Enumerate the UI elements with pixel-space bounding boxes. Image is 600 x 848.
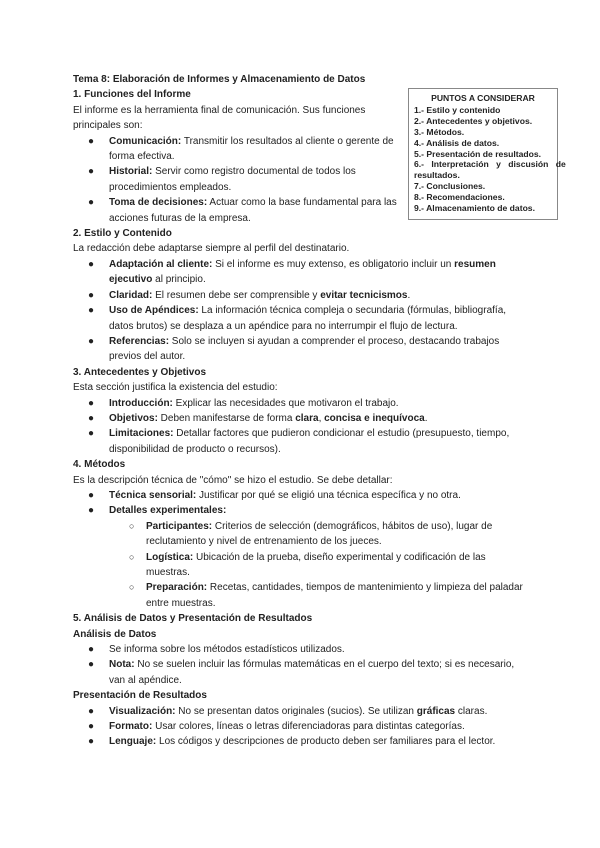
list-item: ● Toma de decisiones: Actuar como la base fundamental para las [73,195,533,210]
list-item: ● Adaptación al cliente: Si el informe es muy extenso, es obligatorio incluir un resumen [73,257,533,272]
bullet-icon: ● [88,412,95,424]
bullet-icon: ● [88,197,95,209]
section-heading: 1. Funciones del Informe [73,89,191,101]
list-item: ● Nota: No se suelen incluir las fórmulas matemáticas en el cuerpo del texto; si es necesario, [73,657,533,672]
paragraph: El informe es la herramienta final de comunicación. Sus funciones [73,104,366,116]
section-heading: 2. Estilo y Contenido [73,228,172,240]
list-item-continuation: disponibilidad de producto o recursos). [109,443,281,455]
list-item: ● Visualización: No se presentan datos originales (sucios). Se utilizan gráficas claras. [73,704,533,719]
box-row: 3.- Métodos. [414,126,465,137]
list-item: ● Introducción: Explicar las necesidades que motivaron el trabajo. [73,396,533,411]
list-item: ● Historial: Servir como registro documental de todos los [73,164,533,179]
bullet-icon: ● [88,258,95,270]
list-item-continuation: van al apéndice. [109,674,182,686]
list-item-continuation: forma efectiva. [109,151,175,163]
bullet-icon: ● [88,659,95,671]
list-item: ● Uso de Apéndices: La información técnica compleja o secundaria (fórmulas, bibliografía, [73,303,533,318]
list-item: ● Formato: Usar colores, líneas o letras diferenciadoras para distintas categorías. [73,719,533,734]
paragraph: principales son: [73,120,143,132]
box-row: 2.- Antecedentes y objetivos. [414,115,533,126]
section-heading: 3. Antecedentes y Objetivos [73,366,207,378]
bullet-icon: ● [88,505,95,517]
sub-list-item-continuation: reclutamiento y nivel de entrenamiento de los jueces. [146,536,382,548]
circle-bullet-icon: ○ [129,551,135,562]
list-item-continuation: ejecutivo al principio. [109,274,206,286]
list-item-continuation: datos brutos) se desplaza a un apéndice para no interrumpir el flujo de lectura. [109,320,458,332]
bullet-icon: ● [88,335,95,347]
section-heading: 5. Análisis de Datos y Presentación de Resultados [73,613,313,625]
circle-bullet-icon: ○ [129,520,135,531]
sub-list-item: ○ Participantes: Criterios de selección (demográficos, hábitos de uso), lugar de [73,519,533,534]
list-item: ● Objetivos: Deben manifestarse de forma clara, concisa e inequívoca. [73,411,533,426]
list-item: ● Comunicación: Transmitir los resultados al cliente o gerente de [73,134,533,149]
bullet-icon: ● [88,166,95,178]
considerations-box [408,88,566,220]
section-heading: 4. Métodos [73,459,126,471]
circle-bullet-icon: ○ [129,582,135,593]
bullet-icon: ● [88,135,95,147]
bullet-icon: ● [88,289,95,301]
box-row: 8.- Recomendaciones. [414,192,505,203]
list-item-continuation: previos del autor. [109,351,186,363]
bullet-icon: ● [88,305,95,317]
box-row: 4.- Análisis de datos. [414,137,500,148]
list-item: ● Se informa sobre los métodos estadísticos utilizados. [73,642,533,657]
sub-list-item-continuation: entre muestras. [146,597,216,609]
document-title: Tema 8: Elaboración de Informes y Almacenamiento de Datos [73,74,366,85]
paragraph: La redacción debe adaptarse siempre al perfil del destinatario. [73,243,350,255]
sub-list-item: ○ Preparación: Recetas, cantidades, tiempos de mantenimiento y limpieza del paladar [73,580,533,595]
box-title: PUNTOS A CONSIDERAR [431,93,535,103]
paragraph: Esta sección justifica la existencia del estudio: [73,382,278,394]
box-row: 1.- Estilo y contenido [414,104,501,115]
box-row: resultados. [414,170,460,181]
sub-list-item-continuation: muestras. [146,567,190,578]
paragraph: Es la descripción técnica de "cómo" se hizo el estudio. Se debe detallar: [73,474,393,486]
box-row: 5.- Presentación de resultados. [414,148,542,159]
list-item: ● Técnica sensorial: Justificar por qué se eligió una técnica específica y no otra. [73,488,533,503]
list-item: ● Referencias: Solo se incluyen si ayudan a comprender el proceso, destacando trabajos [73,334,533,349]
bullet-icon: ● [88,736,95,748]
list-item-continuation: acciones futuras de la empresa. [109,212,251,224]
box-row: 9.- Almacenamiento de datos. [414,203,535,214]
list-item: ● Lenguaje: Los códigos y descripciones de producto deben ser familiares para el lector. [73,734,533,749]
bullet-icon: ● [88,397,95,409]
bullet-icon: ● [88,721,95,733]
box-row: 7.- Conclusiones. [414,181,486,192]
subsection-heading: Presentación de Resultados [73,690,207,702]
list-item: ● Claridad: El resumen debe ser comprensible y evitar tecnicismos. [73,288,533,303]
list-item: ● Limitaciones: Detallar factores que pudieron condicionar el estudio (presupuesto, tiempo, [73,426,533,441]
list-item: ● Detalles experimentales: [73,503,533,518]
bullet-icon: ● [88,705,95,717]
list-item-continuation: procedimientos empleados. [109,181,232,193]
sub-list-item: ○ Logística: Ubicación de la prueba, diseño experimental y codificación de las [73,550,533,565]
bullet-icon: ● [88,428,95,440]
bullet-icon: ● [88,489,95,501]
box-row: 6.- Interpretación y discusión de [414,159,566,170]
bullet-icon: ● [88,644,95,656]
subsection-heading: Análisis de Datos [73,628,157,640]
